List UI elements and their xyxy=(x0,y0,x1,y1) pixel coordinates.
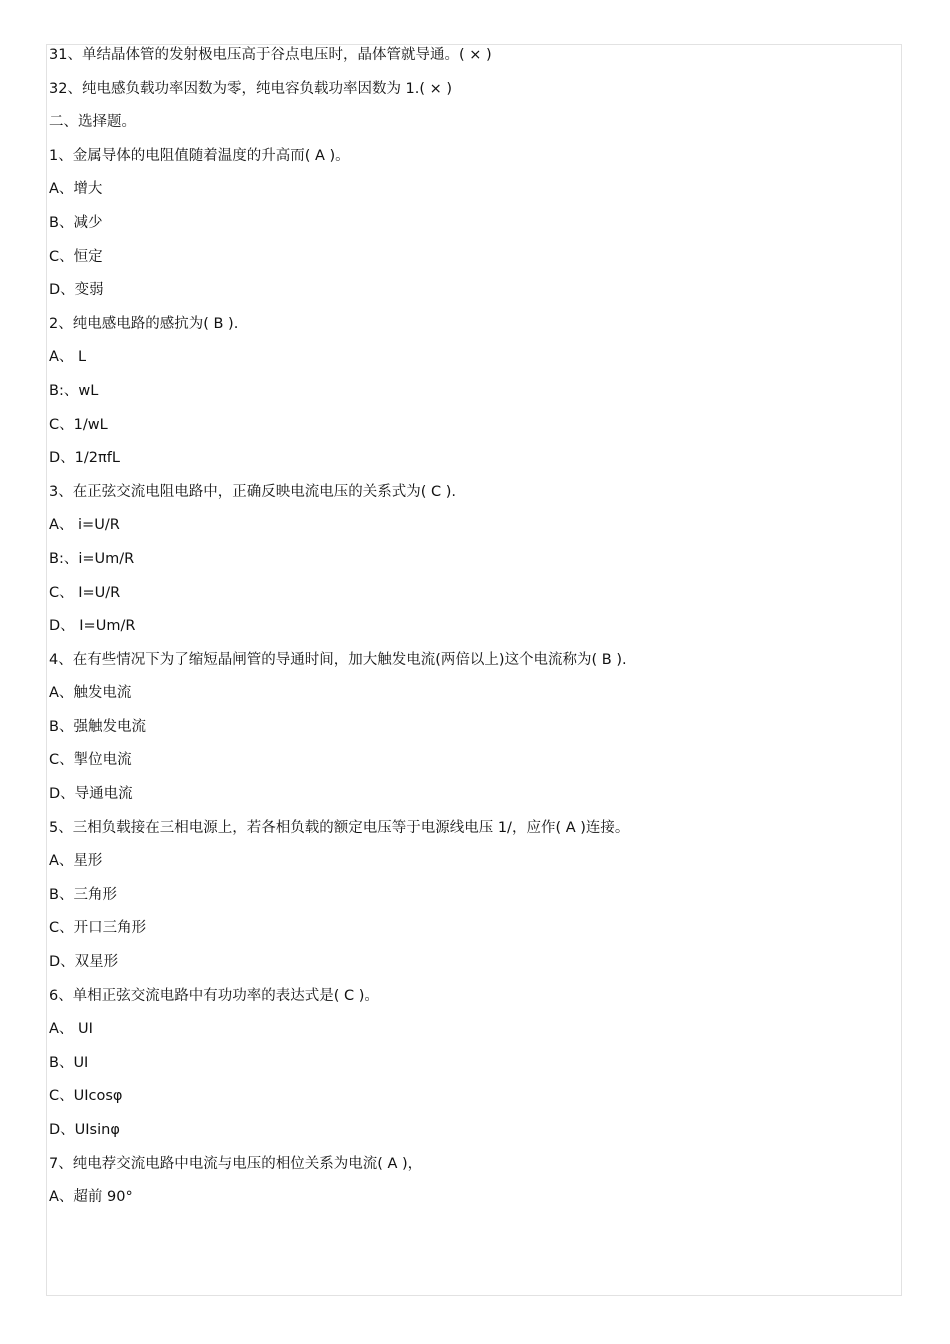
option: B、减少 xyxy=(49,214,103,231)
option: C、开口三角形 xyxy=(49,920,147,937)
option: B、强触发电流 xyxy=(49,718,146,735)
text-line: 32、纯电感负载功率因数为零，纯电容负载功率因数为 1.( × ) xyxy=(49,80,453,97)
option: C、1/wL xyxy=(49,416,108,433)
question: 3、在正弦交流电阻电路中，正确反映电流电压的关系式为( C ). xyxy=(49,483,456,500)
question: 7、纯电荐交流电路中电流与电压的相位关系为电流( A )， xyxy=(49,1155,423,1172)
option: D、导通电流 xyxy=(49,786,133,803)
option: A、增大 xyxy=(49,181,103,198)
option: A、超前 90° xyxy=(49,1189,133,1206)
option: C、UIcosφ xyxy=(49,1088,123,1105)
option: B:、i=Um/R xyxy=(49,550,135,567)
option: D、UIsinφ xyxy=(49,1122,120,1138)
question: 1、金属导体的电阻值随着温度的升高而( A )。 xyxy=(49,147,350,164)
option: A、星形 xyxy=(49,853,103,870)
option: A、触发电流 xyxy=(49,685,132,702)
question: 4、在有些情况下为了缩短晶闸管的导通时间，加大触发电流(两倍以上)这个电流称为( B ). xyxy=(49,651,627,668)
option: D、1/2πfL xyxy=(49,450,120,467)
option: B:、wL xyxy=(49,382,99,399)
question: 6、单相正弦交流电路中有功功率的表达式是( C )。 xyxy=(49,987,379,1004)
option: B、三角形 xyxy=(49,886,117,903)
section-heading: 二、选择题。 xyxy=(49,114,136,131)
question: 5、三相负载接在三相电源上，若各相负载的额定电压等于电源线电压 1/，应作( A )连接。 xyxy=(49,819,630,836)
option: B、UI xyxy=(49,1054,89,1071)
text-line: 31、单结晶体管的发射极电压高于谷点电压时，晶体管就导通。( × ) xyxy=(49,47,492,63)
option: C、 I=U/R xyxy=(49,584,121,601)
option: C、掣位电流 xyxy=(49,752,132,769)
question: 2、纯电感电路的感抗为( B ). xyxy=(49,315,239,332)
option: D、 I=Um/R xyxy=(49,618,136,635)
option: A、 i=U/R xyxy=(49,517,120,534)
option: A、 UI xyxy=(49,1021,93,1038)
document-content xyxy=(49,42,889,1218)
option: D、变弱 xyxy=(49,282,104,299)
option: A、 L xyxy=(49,349,87,366)
option: D、双星形 xyxy=(49,954,119,971)
option: C、恒定 xyxy=(49,248,103,265)
